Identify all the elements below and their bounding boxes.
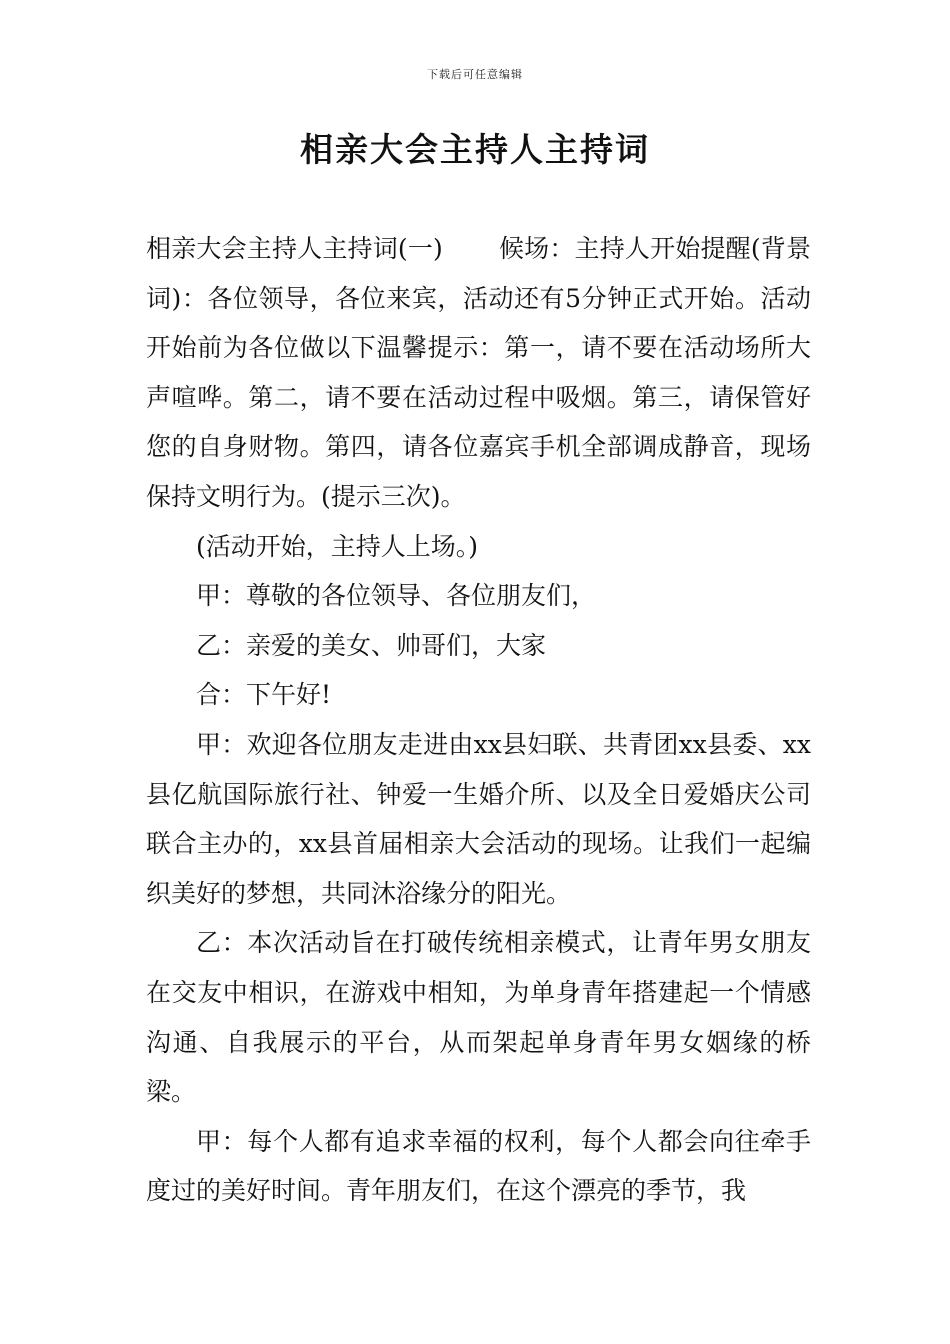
document-body <box>146 224 811 1216</box>
paragraph-intro <box>146 224 811 522</box>
paragraph: 合：下午好! <box>196 680 332 710</box>
intro-body-text: 候场：主持人开始提醒(背景词)：各位领导，各位来宾，活动还有5分钟正式开始。活动开始前为各位做以下温馨提示：第一，请不要在活动场所大声喧哗。第二，请不要在活动过程中吸烟。第三，请保管好您的自身财物。第四，请各位嘉宾手机全部调成静音，现场保持文明行为。(提示三次)。 <box>146 234 811 511</box>
paragraph: 甲：每个人都有追求幸福的权利，每个人都会向往牵手度过的美好时间。青年朋友们，在这个漂亮的季节，我 <box>146 1126 811 1206</box>
document-title: 相亲大会主持人主持词 <box>300 130 650 169</box>
page-header-note: 下载后可任意编辑 <box>427 68 523 81</box>
paragraph: (活动开始，主持人上场。) <box>196 531 479 561</box>
intro-heading-text: 相亲大会主持人主持词(一) <box>146 234 443 263</box>
paragraph: 甲：欢迎各位朋友走进由xx县妇联、共青团xx县委、xx县亿航国际旅行社、钟爱一生婚介所、以及全日爱婚庆公司联合主办的，xx县首届相亲大会活动的现场。让我们一起编织美好的梦想，共同沐浴缘分的阳光。 <box>146 729 811 908</box>
paragraph: 乙：本次活动旨在打破传统相亲模式，让青年男女朋友在交友中相识，在游戏中相知，为单身青年搭建起一个情感沟通、自我展示的平台，从而架起单身青年男女姻缘的桥梁。 <box>146 928 811 1107</box>
paragraph: 乙：亲爱的美女、帅哥们，大家 <box>196 630 547 660</box>
paragraph: 甲：尊敬的各位领导、各位朋友们， <box>196 581 597 611</box>
